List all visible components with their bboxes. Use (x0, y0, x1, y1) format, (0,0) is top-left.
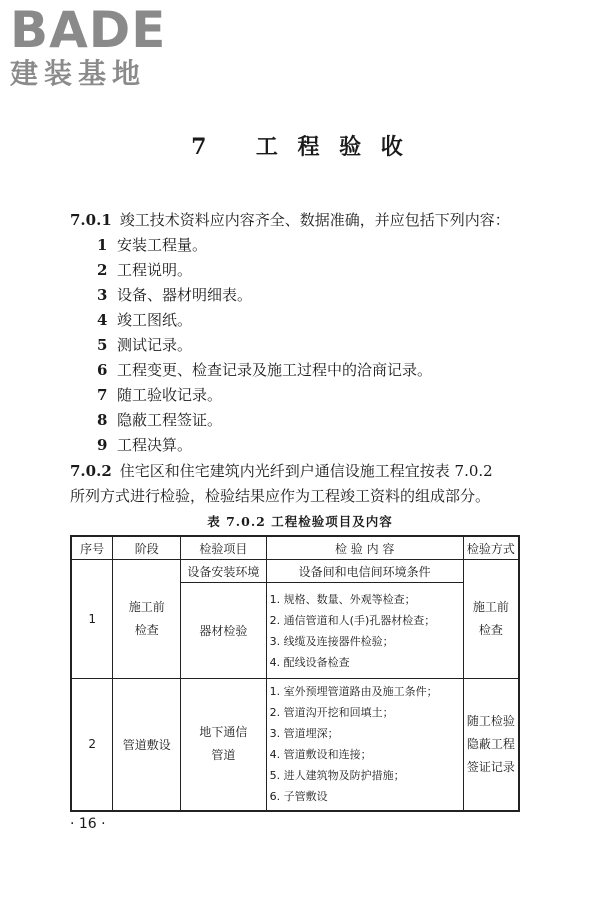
list-item: 8 隐蔽工程签证。 (97, 411, 223, 429)
clause-text-line1: 住宅区和住宅建筑内光纤到户通信设施工程宜按表 7.0.2 (119, 462, 493, 480)
list-item: 7 随工验收记录。 (97, 386, 223, 404)
clause-number: 7.0.1 (70, 211, 112, 229)
chapter-number: 7 (191, 134, 213, 160)
chapter-title-text: 工 程 验 收 (255, 134, 409, 160)
cell-no: 2 (71, 679, 113, 811)
cell-content: 1. 规格、数量、外观等检查； 2. 通信管道和人(手)孔器材检查； 3. 线缆及连接器件检验； 4. 配线设备检查 (266, 583, 463, 679)
cell-stage: 施工前 检查 (113, 560, 181, 679)
cell-method: 施工前 检查 (463, 560, 519, 679)
clause-7-0-2 (70, 461, 540, 481)
logo-brand-text: BADE (10, 1, 167, 59)
clause-number: 7.0.2 (70, 462, 112, 480)
logo-subtitle: 建装基地 (10, 57, 147, 90)
cell-no: 1 (71, 560, 113, 679)
table-row (71, 560, 519, 583)
clause-7-0-1 (70, 210, 540, 230)
cell-item: 地下通信 管道 (181, 679, 267, 811)
chapter-title (0, 130, 600, 161)
cell-stage: 管道敷设 (113, 679, 181, 811)
list-item: 6 工程变更、检查记录及施工过程中的洽商记录。 (97, 361, 433, 379)
header-no: 序号 (71, 536, 113, 560)
cell-content: 1. 室外预埋管道路由及施工条件； 2. 管道沟开挖和回填土； 3. 管道埋深； 4. 管道敷设和连接； 5. 进人建筑物及防护措施； 6. 子管敷设 (266, 679, 463, 811)
table-header-row (71, 536, 519, 560)
cell-method: 随工检验 隐蔽工程 签证记录 (463, 679, 519, 811)
cell-item: 器材检验 (181, 583, 267, 679)
clause-text-line2: 所列方式进行检验，检验结果应作为工程竣工资料的组成部分。 (70, 487, 491, 505)
header-method: 检验方式 (463, 536, 519, 560)
header-stage: 阶段 (113, 536, 181, 560)
clause-text: 竣工技术资料应内容齐全、数据准确，并应包括下列内容： (119, 211, 510, 229)
table-row (71, 679, 519, 811)
list-item: 1 安装工程量。 (97, 236, 208, 254)
header-item: 检验项目 (181, 536, 267, 560)
table-caption: 表 7.0.2 工程检验项目及内容 (207, 514, 393, 529)
list-item: 2 工程说明。 (97, 261, 193, 279)
brand-logo (10, 1, 180, 90)
page-number: · 16 · (70, 816, 106, 832)
header-content: 检 验 内 容 (266, 536, 463, 560)
list-item: 9 工程决算。 (97, 436, 193, 454)
inspection-table (70, 535, 520, 812)
list-item: 3 设备、器材明细表。 (97, 286, 253, 304)
list-item: 4 竣工图纸。 (97, 311, 193, 329)
cell-content: 设备间和电信间环境条件 (266, 560, 463, 583)
list-item: 5 测试记录。 (97, 336, 193, 354)
cell-item: 设备安装环境 (181, 560, 267, 583)
